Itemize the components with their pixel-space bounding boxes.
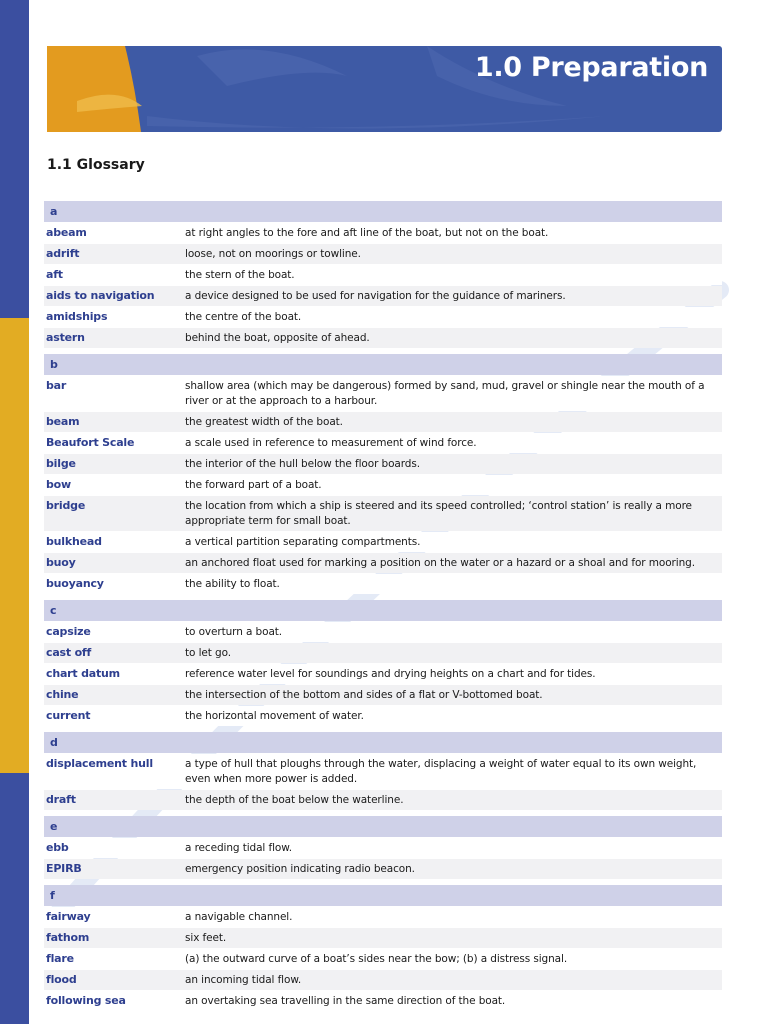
glossary-term: aids to navigation (46, 289, 155, 302)
glossary-entry (44, 754, 722, 789)
glossary-term: amidships (46, 310, 108, 323)
glossary-term: cast off (46, 646, 92, 659)
glossary-term: buoyancy (46, 577, 104, 590)
letter-header: d (44, 732, 722, 753)
glossary-definition: a vertical partition separating compartments. (185, 536, 421, 548)
glossary-definition: a type of hull that ploughs through the water, displacing a weight of water equal to its own weight, even when more power is added. (185, 758, 697, 785)
glossary-entry (44, 664, 722, 684)
glossary-entry (44, 838, 722, 858)
glossary-term: adrift (46, 247, 80, 260)
glossary-term: following sea (46, 994, 126, 1007)
side-stripe-middle (0, 318, 29, 773)
glossary-definition: a receding tidal flow. (185, 842, 292, 854)
entry-list (44, 754, 722, 810)
entry-list (44, 223, 722, 348)
glossary-definition: an incoming tidal flow. (185, 974, 302, 986)
glossary-entry (44, 928, 722, 948)
glossary-definition: the location from which a ship is steered and its speed controlled; ‘control station’ is really a more appropriate term for small boat. (185, 500, 692, 527)
glossary-definition: the centre of the boat. (185, 311, 302, 323)
glossary-definition: the horizontal movement of water. (185, 710, 364, 722)
glossary-term: bulkhead (46, 535, 102, 548)
glossary-term: fairway (46, 910, 91, 923)
glossary-definition: the greatest width of the boat. (185, 416, 343, 428)
glossary-term: ebb (46, 841, 69, 854)
glossary-entry (44, 496, 722, 531)
glossary-definition: the interior of the hull below the floor boards. (185, 458, 420, 470)
glossary-entry (44, 475, 722, 495)
glossary-term: flood (46, 973, 77, 986)
glossary-entry (44, 244, 722, 264)
glossary-term: beam (46, 415, 80, 428)
glossary-entry (44, 859, 722, 879)
letter-group (44, 600, 722, 726)
glossary-term: current (46, 709, 91, 722)
glossary-term: capsize (46, 625, 91, 638)
glossary-definition: emergency position indicating radio beacon. (185, 863, 415, 875)
glossary-entry (44, 907, 722, 927)
glossary-definition: (a) the outward curve of a boat’s sides near the bow; (b) a distress signal. (185, 953, 568, 965)
glossary-term: Beaufort Scale (46, 436, 135, 449)
chapter-banner (47, 46, 722, 132)
glossary-entry (44, 574, 722, 594)
glossary-entry (44, 553, 722, 573)
glossary-definition: behind the boat, opposite of ahead. (185, 332, 370, 344)
glossary-definition: a device designed to be used for navigation for the guidance of mariners. (185, 290, 566, 302)
glossary-entry (44, 949, 722, 969)
entry-list (44, 838, 722, 879)
letter-header: b (44, 354, 722, 375)
glossary-term: bilge (46, 457, 76, 470)
glossary-term: chine (46, 688, 79, 701)
glossary-entry (44, 433, 722, 453)
entry-list (44, 622, 722, 726)
glossary-term: bar (46, 379, 67, 392)
glossary-term: flare (46, 952, 74, 965)
glossary-entry (44, 328, 722, 348)
glossary-definition: a navigable channel. (185, 911, 293, 923)
glossary-entry (44, 454, 722, 474)
glossary-entry (44, 223, 722, 243)
glossary-entry (44, 685, 722, 705)
letter-header: c (44, 600, 722, 621)
glossary-entry (44, 706, 722, 726)
glossary-term: aft (46, 268, 63, 281)
glossary-term: chart datum (46, 667, 120, 680)
glossary-definition: at right angles to the fore and aft line of the boat, but not on the boat. (185, 227, 549, 239)
letter-group (44, 201, 722, 348)
section-heading: 1.1 Glossary (47, 157, 145, 173)
glossary-entry (44, 286, 722, 306)
letter-header: a (44, 201, 722, 222)
glossary-entry (44, 970, 722, 990)
glossary-entry (44, 790, 722, 810)
glossary-definition: shallow area (which may be dangerous) formed by sand, mud, gravel or shingle near the mouth of a river or at the approach to a harbour. (185, 380, 705, 407)
glossary-definition: the ability to float. (185, 578, 280, 590)
glossary-definition: loose, not on moorings or towline. (185, 248, 361, 260)
side-stripe-top (0, 0, 29, 318)
glossary-entry (44, 622, 722, 642)
glossary-term: abeam (46, 226, 87, 239)
glossary-term: astern (46, 331, 85, 344)
glossary-term: bridge (46, 499, 86, 512)
letter-group (44, 732, 722, 810)
glossary-definition: reference water level for soundings and drying heights on a chart and for tides. (185, 668, 596, 680)
glossary-definition: the stern of the boat. (185, 269, 295, 281)
glossary-entry (44, 643, 722, 663)
glossary-term: fathom (46, 931, 90, 944)
glossary-definition: the intersection of the bottom and sides of a flat or V-bottomed boat. (185, 689, 543, 701)
glossary-definition: to overturn a boat. (185, 626, 283, 638)
glossary-definition: to let go. (185, 647, 231, 659)
glossary-entry (44, 532, 722, 552)
glossary-definition: an anchored float used for marking a position on the water or a hazard or a shoal and for mooring. (185, 557, 695, 569)
glossary-definition: the forward part of a boat. (185, 479, 322, 491)
glossary-definition: an overtaking sea travelling in the same direction of the boat. (185, 995, 506, 1007)
entry-list (44, 907, 722, 1011)
glossary-term: EPIRB (46, 862, 82, 875)
glossary-table (44, 201, 722, 1017)
letter-header: e (44, 816, 722, 837)
glossary-term: displacement hull (46, 757, 153, 770)
letter-header: f (44, 885, 722, 906)
glossary-entry (44, 376, 722, 411)
glossary-entry (44, 265, 722, 285)
letter-group (44, 885, 722, 1011)
letter-group (44, 354, 722, 594)
glossary-term: bow (46, 478, 71, 491)
glossary-term: draft (46, 793, 76, 806)
glossary-definition: six feet. (185, 932, 227, 944)
side-stripe-bottom (0, 773, 29, 1024)
glossary-definition: the depth of the boat below the waterline. (185, 794, 404, 806)
chapter-title: 1.0 Preparation (474, 52, 708, 83)
glossary-entry (44, 412, 722, 432)
letter-group (44, 816, 722, 879)
glossary-entry (44, 307, 722, 327)
glossary-definition: a scale used in reference to measurement of wind force. (185, 437, 477, 449)
entry-list (44, 376, 722, 594)
glossary-entry (44, 991, 722, 1011)
glossary-term: buoy (46, 556, 76, 569)
